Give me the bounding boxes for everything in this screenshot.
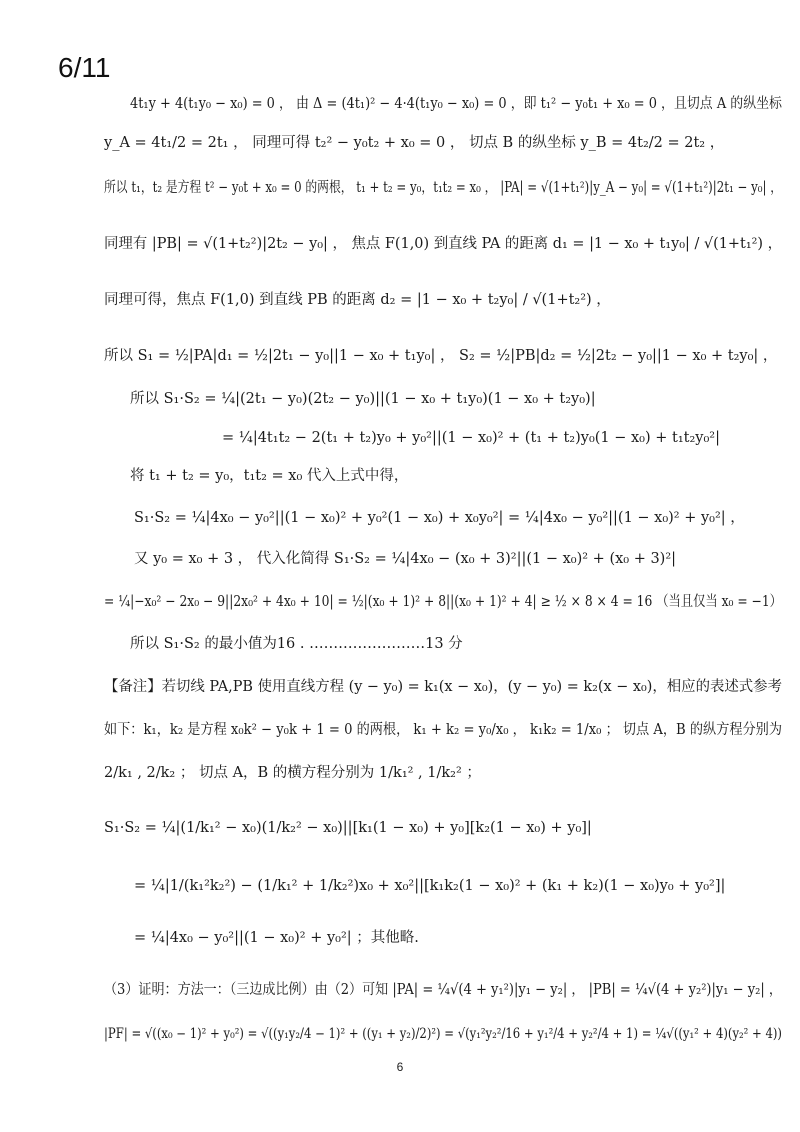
- text-line: 【备注】若切线 PA,PB 使用直线方程 (y − y₀) = k₁(x − x₀)，(y − y₀) = k₂(x − x₀)，相应的表述式参考: [104, 679, 782, 695]
- text-line: 将 t₁ + t₂ = y₀，t₁t₂ = x₀ 代入上式中得，: [130, 468, 409, 484]
- text-line: 所以 S₁·S₂ 的最小值为16 . ……………………13 分: [130, 636, 463, 652]
- text-line: |PF| = √((x₀ − 1)² + y₀²) = √((y₁y₂/4 − 1)² + ((y₁ + y₂)/2)²) = √(y₁²y₂²/16 + y₁²/4 + y₂²/4 + 1) = ¼√((y₁² + 4)(y₂² + 4)): [104, 1026, 782, 1042]
- text-line: 又 y₀ = x₀ + 3 ， 代入化简得 S₁·S₂ = ¼|4x₀ − (x₀ + 3)²||(1 − x₀)² + (x₀ + 3)²|: [134, 551, 677, 567]
- text-line: = ¼|1/(k₁²k₂²) − (1/k₁² + 1/k₂²)x₀ + x₀²||[k₁k₂(1 − x₀)² + (k₁ + k₂)(1 − x₀)y₀ + y₀²]|: [134, 878, 726, 894]
- page-indicator: 6/11: [58, 52, 111, 83]
- text-line: 2/k₁ , 2/k₂ ； 切点 A，B 的横方程分别为 1/k₁² , 1/k₂² ；: [104, 765, 481, 781]
- text-line: y_A = 4t₁/2 = 2t₁ ， 同理可得 t₂² − y₀t₂ + x₀ = 0 ， 切点 B 的纵坐标 y_B = 4t₂/2 = 2t₂ ，: [104, 135, 725, 151]
- text-line: 4t₁y + 4(t₁y₀ − x₀) = 0 ， 由 Δ = (4t₁)² − 4·4(t₁y₀ − x₀) = 0 ，即 t₁² − y₀t₁ + x₀ = 0 ，且切点 A 的纵坐标: [130, 96, 782, 112]
- text-line: （3）证明：方法一：（三边成比例）由（2）可知 |PA| = ¼√(4 + y₁²)|y₁ − y₂| ， |PB| = ¼√(4 + y₂²)|y₁ − y₂| ，: [104, 982, 782, 998]
- text-line: = ¼|−x₀² − 2x₀ − 9||2x₀² + 4x₀ + 10| = ½|(x₀ + 1)² + 8||(x₀ + 1)² + 4| ≥ ½ × 8 × 4 = 16 （当且仅当 x₀ = −1）: [104, 594, 782, 610]
- page-number: 6: [396, 1060, 404, 1074]
- text-line: 所以 S₁ = ½|PA|d₁ = ½|2t₁ − y₀||1 − x₀ + t₁y₀| ， S₂ = ½|PB|d₂ = ½|2t₂ − y₀||1 − x₀ + t₂y₀| ，: [104, 348, 778, 364]
- text-line: S₁·S₂ = ¼|(1/k₁² − x₀)(1/k₂² − x₀)||[k₁(1 − x₀) + y₀][k₂(1 − x₀) + y₀]|: [104, 820, 592, 836]
- text-line: = ¼|4x₀ − y₀²||(1 − x₀)² + y₀²| ；其他略.: [134, 930, 419, 946]
- text-line: 所以 t₁，t₂ 是方程 t² − y₀t + x₀ = 0 的两根， t₁ + t₂ = y₀，t₁t₂ = x₀ ， |PA| = √(1+t₁²)|y_A − y₀| = √(1+t₁²)|2t₁ − y₀| ，: [104, 180, 782, 196]
- text-line: 所以 S₁·S₂ = ¼|(2t₁ − y₀)(2t₂ − y₀)||(1 − x₀ + t₁y₀)(1 − x₀ + t₂y₀)|: [130, 391, 596, 407]
- text-line: 同理有 |PB| = √(1+t₂²)|2t₂ − y₀| ， 焦点 F(1,0) 到直线 PA 的距离 d₁ = |1 − x₀ + t₁y₀| / √(1+t₁²) ，: [104, 236, 783, 252]
- text-line: S₁·S₂ = ¼|4x₀ − y₀²||(1 − x₀)² + y₀²(1 − x₀) + x₀y₀²| = ¼|4x₀ − y₀²||(1 − x₀)² + y₀²| ，: [134, 510, 745, 526]
- text-line: 如下：k₁，k₂ 是方程 x₀k² − y₀k + 1 = 0 的两根， k₁ + k₂ = y₀/x₀ ， k₁k₂ = 1/x₀ ； 切点 A，B 的纵方程分别为: [104, 722, 782, 738]
- text-line: 同理可得，焦点 F(1,0) 到直线 PB 的距离 d₂ = |1 − x₀ + t₂y₀| / √(1+t₂²) ，: [104, 292, 611, 308]
- text-line: = ¼|4t₁t₂ − 2(t₁ + t₂)y₀ + y₀²||(1 − x₀)² + (t₁ + t₂)y₀(1 − x₀) + t₁t₂y₀²|: [222, 430, 721, 446]
